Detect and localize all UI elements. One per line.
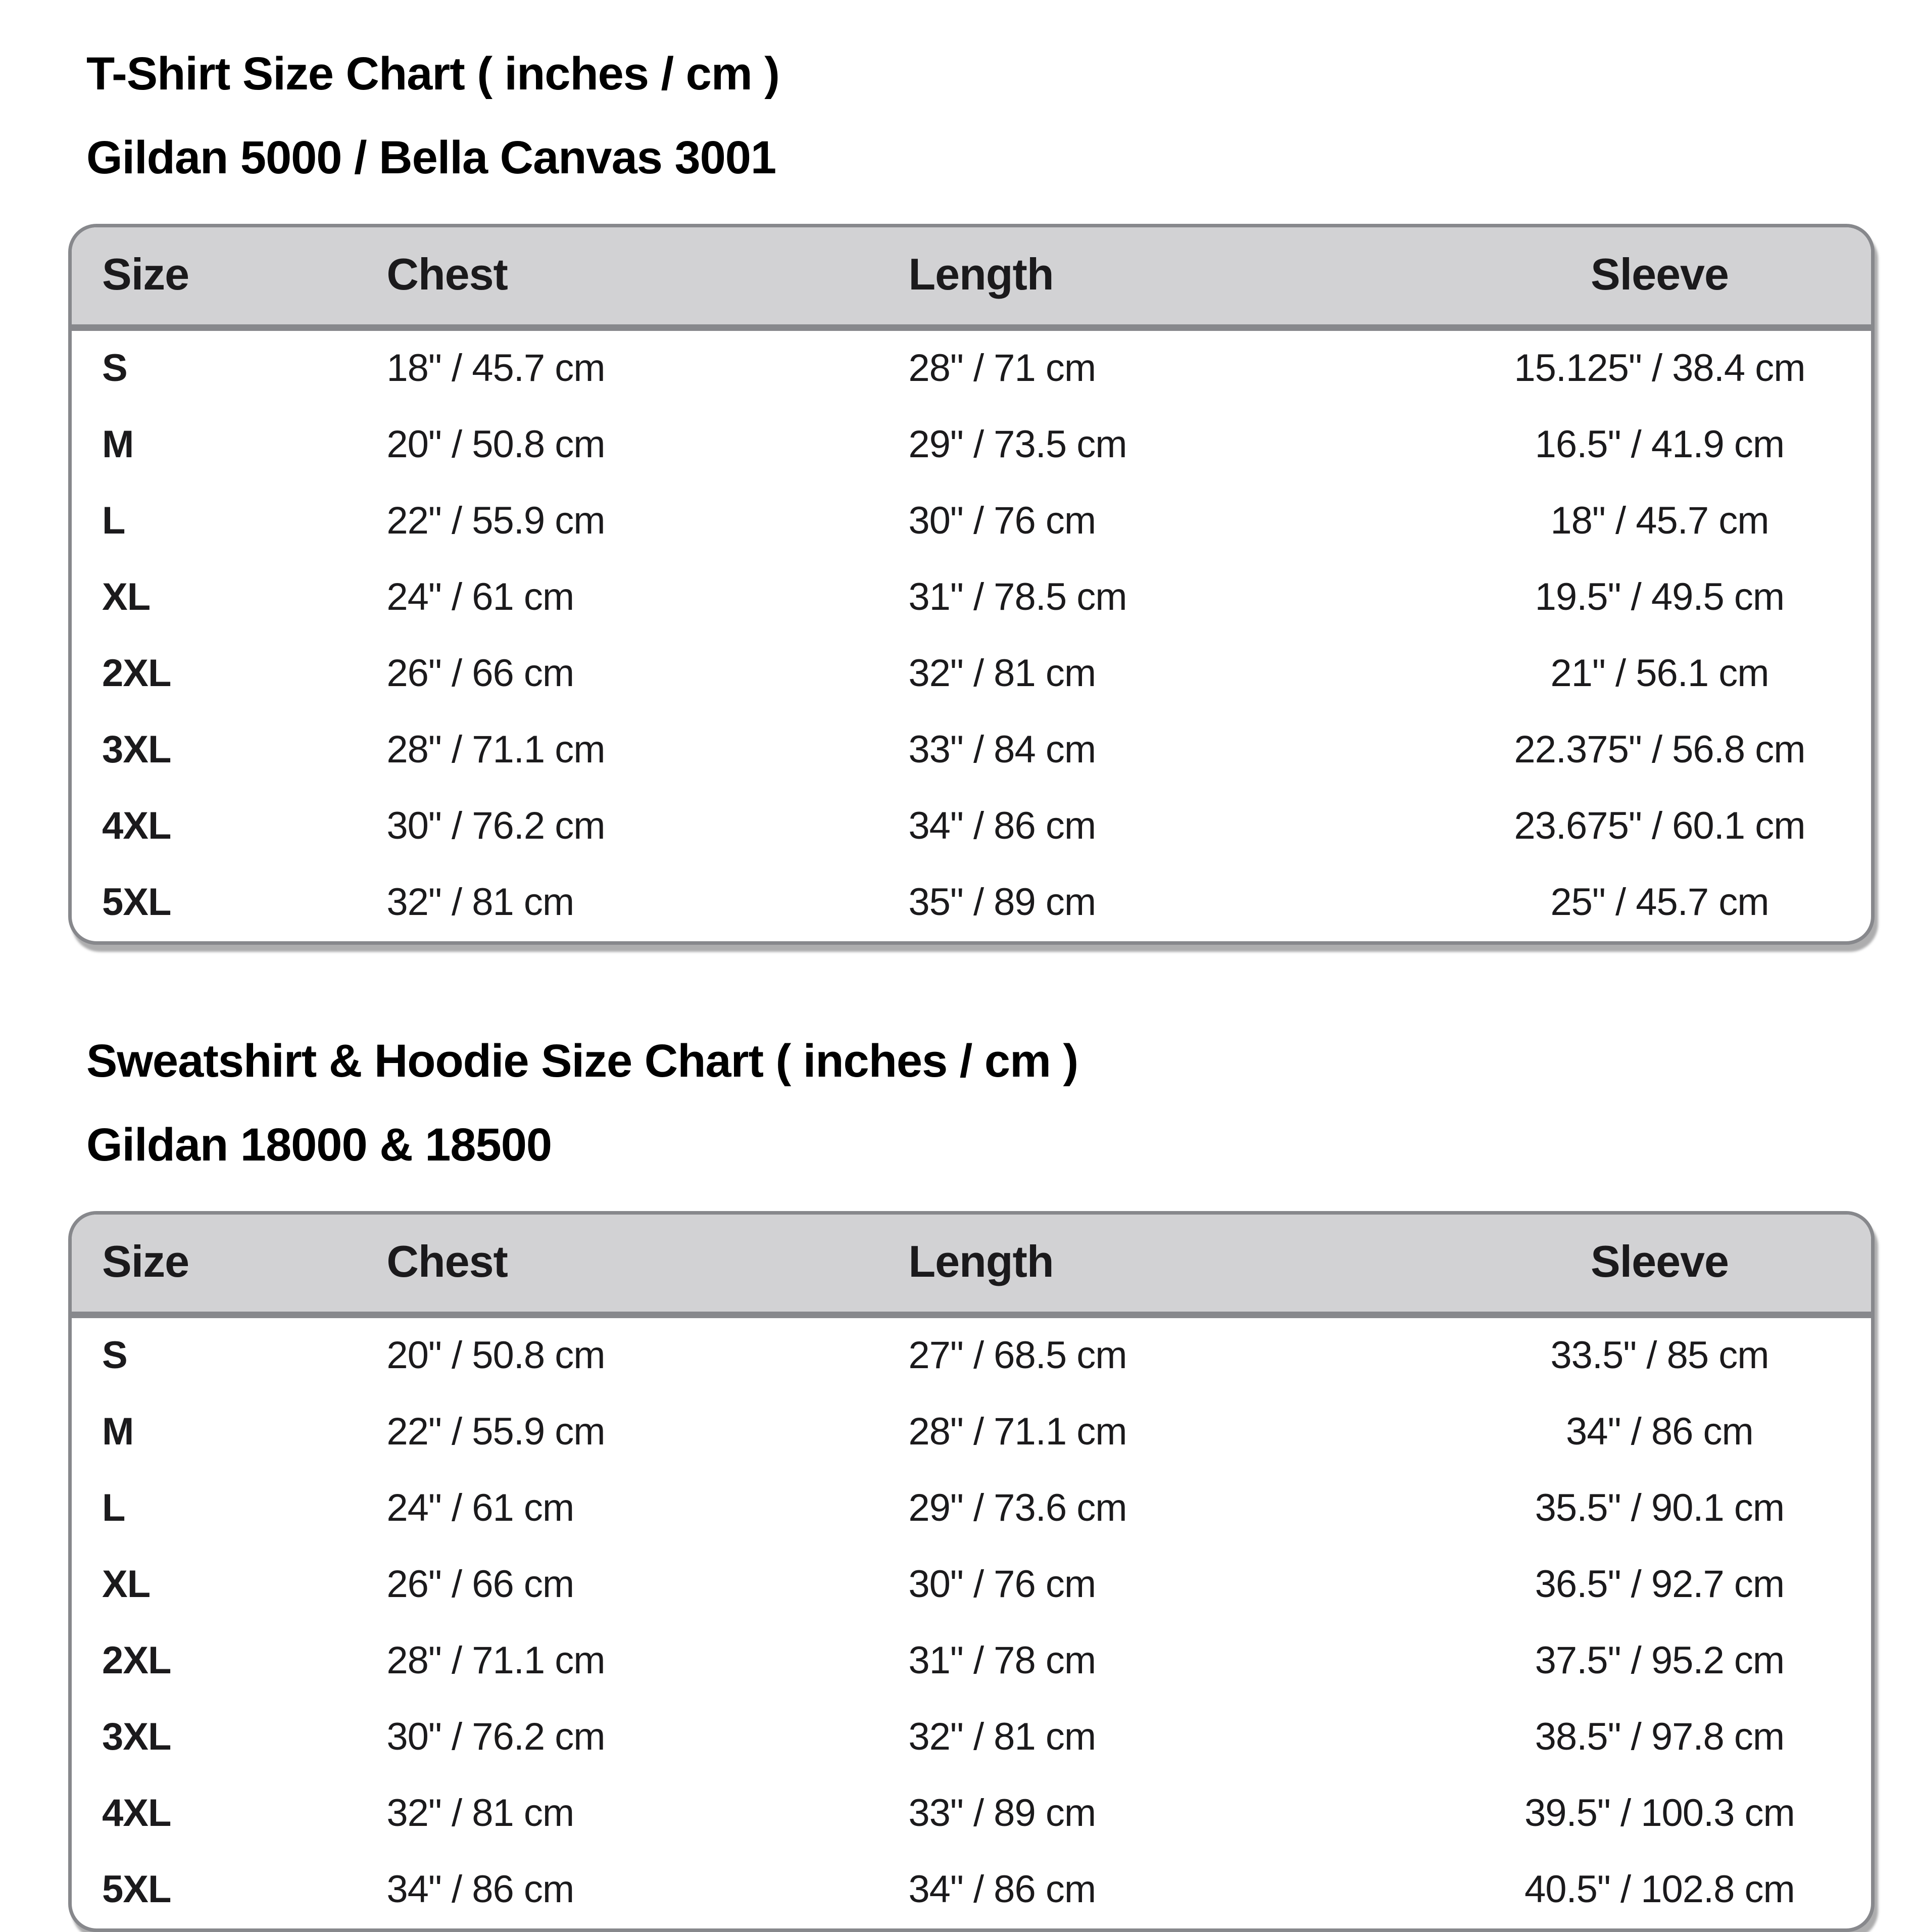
chart-title: Sweatshirt & Hoodie Size Chart ( inches / cm ) [86, 1035, 1078, 1087]
table-row [72, 712, 1871, 789]
sleeve-cell: 22.375" / 56.8 cm [1514, 728, 1805, 771]
chest-cell: 28" / 71.1 cm [386, 728, 605, 771]
table-row [72, 865, 1871, 941]
sleeve-cell: 15.125" / 38.4 cm [1514, 347, 1805, 390]
table-row [72, 636, 1871, 712]
size-cell: L [102, 1486, 125, 1530]
table-header [72, 1215, 1871, 1315]
table-body [72, 1315, 1871, 1929]
length-cell: 34" / 86 cm [908, 1868, 1096, 1911]
tshirt-chart-heading [86, 32, 1875, 200]
length-cell: 31" / 78.5 cm [908, 575, 1127, 619]
column-header-length: Length [908, 1215, 1448, 1315]
column-header-sleeve: Sleeve [1448, 1215, 1871, 1315]
sleeve-cell: 39.5" / 100.3 cm [1524, 1792, 1795, 1835]
sleeve-cell: 18" / 45.7 cm [1550, 499, 1769, 543]
chart-title: T-Shirt Size Chart ( inches / cm ) [86, 48, 779, 100]
length-cell: 28" / 71.1 cm [908, 1410, 1127, 1454]
sleeve-cell: 35.5" / 90.1 cm [1535, 1486, 1785, 1530]
size-cell: S [102, 347, 127, 390]
size-cell: XL [102, 1563, 151, 1606]
size-cell: 2XL [102, 652, 171, 695]
length-cell: 29" / 73.6 cm [908, 1486, 1127, 1530]
table-row [72, 484, 1871, 560]
table-row [72, 1394, 1871, 1471]
table-row [72, 1852, 1871, 1928]
table-header [72, 227, 1871, 328]
chest-cell: 26" / 66 cm [386, 1563, 574, 1606]
length-cell: 34" / 86 cm [908, 804, 1096, 848]
sleeve-cell: 19.5" / 49.5 cm [1535, 575, 1785, 619]
table-body [72, 328, 1871, 942]
size-cell: 5XL [102, 1868, 171, 1911]
chest-cell: 32" / 81 cm [386, 1792, 574, 1835]
sleeve-cell: 25" / 45.7 cm [1550, 881, 1769, 924]
size-cell: S [102, 1334, 127, 1377]
length-cell: 33" / 84 cm [908, 728, 1096, 771]
chest-cell: 22" / 55.9 cm [386, 1410, 605, 1454]
size-cell: 2XL [102, 1639, 171, 1682]
sleeve-cell: 23.675" / 60.1 cm [1514, 804, 1805, 848]
chest-cell: 20" / 50.8 cm [386, 1334, 605, 1377]
sleeve-cell: 38.5" / 97.8 cm [1535, 1715, 1785, 1759]
table-row [72, 789, 1871, 865]
sweatshirt-size-table [72, 1215, 1871, 1928]
sleeve-cell: 34" / 86 cm [1566, 1410, 1753, 1454]
size-cell: XL [102, 575, 151, 619]
chest-cell: 30" / 76.2 cm [386, 1715, 605, 1759]
size-cell: 5XL [102, 881, 171, 924]
chest-cell: 24" / 61 cm [386, 1486, 574, 1530]
size-cell: M [102, 1410, 134, 1454]
length-cell: 30" / 76 cm [908, 1563, 1096, 1606]
chart-subtitle: Gildan 18000 & 18500 [86, 1119, 552, 1171]
chest-cell: 34" / 86 cm [386, 1868, 574, 1911]
sleeve-cell: 37.5" / 95.2 cm [1535, 1639, 1785, 1682]
sleeve-cell: 16.5" / 41.9 cm [1535, 423, 1785, 466]
sweatshirt-chart-section [68, 1020, 1875, 1932]
column-header-chest: Chest [386, 227, 908, 328]
column-header-sleeve: Sleeve [1448, 227, 1871, 328]
column-header-size: Size [72, 1215, 386, 1315]
chart-subtitle: Gildan 5000 / Bella Canvas 3001 [86, 131, 776, 183]
chest-cell: 32" / 81 cm [386, 881, 574, 924]
table-row [72, 560, 1871, 636]
length-cell: 28" / 71 cm [908, 347, 1096, 390]
table-row [72, 1315, 1871, 1395]
header-row [72, 227, 1871, 328]
header-row [72, 1215, 1871, 1315]
length-cell: 31" / 78 cm [908, 1639, 1096, 1682]
sleeve-cell: 33.5" / 85 cm [1550, 1334, 1769, 1377]
length-cell: 27" / 68.5 cm [908, 1334, 1127, 1377]
sweatshirt-chart-heading [86, 1020, 1875, 1187]
length-cell: 30" / 76 cm [908, 499, 1096, 543]
column-header-size: Size [72, 227, 386, 328]
size-cell: 4XL [102, 804, 171, 848]
size-cell: M [102, 423, 134, 466]
chest-cell: 24" / 61 cm [386, 575, 574, 619]
table-row [72, 1547, 1871, 1623]
table-row [72, 1776, 1871, 1852]
table-row [72, 328, 1871, 408]
tshirt-size-table-card [68, 224, 1875, 945]
size-cell: 4XL [102, 1792, 171, 1835]
table-row [72, 1700, 1871, 1776]
size-cell: L [102, 499, 125, 543]
length-cell: 33" / 89 cm [908, 1792, 1096, 1835]
tshirt-chart-section [68, 32, 1875, 945]
tshirt-size-table [72, 227, 1871, 941]
sleeve-cell: 21" / 56.1 cm [1550, 652, 1769, 695]
length-cell: 29" / 73.5 cm [908, 423, 1127, 466]
sleeve-cell: 36.5" / 92.7 cm [1535, 1563, 1785, 1606]
chest-cell: 22" / 55.9 cm [386, 499, 605, 543]
chest-cell: 30" / 76.2 cm [386, 804, 605, 848]
table-row [72, 407, 1871, 484]
column-header-chest: Chest [386, 1215, 908, 1315]
sweatshirt-size-table-card [68, 1211, 1875, 1932]
size-cell: 3XL [102, 728, 171, 771]
size-cell: 3XL [102, 1715, 171, 1759]
length-cell: 32" / 81 cm [908, 652, 1096, 695]
chest-cell: 18" / 45.7 cm [386, 347, 605, 390]
column-header-length: Length [908, 227, 1448, 328]
chest-cell: 26" / 66 cm [386, 652, 574, 695]
length-cell: 35" / 89 cm [908, 881, 1096, 924]
length-cell: 32" / 81 cm [908, 1715, 1096, 1759]
sleeve-cell: 40.5" / 102.8 cm [1524, 1868, 1795, 1911]
table-row [72, 1623, 1871, 1700]
chest-cell: 20" / 50.8 cm [386, 423, 605, 466]
chest-cell: 28" / 71.1 cm [386, 1639, 605, 1682]
table-row [72, 1471, 1871, 1547]
